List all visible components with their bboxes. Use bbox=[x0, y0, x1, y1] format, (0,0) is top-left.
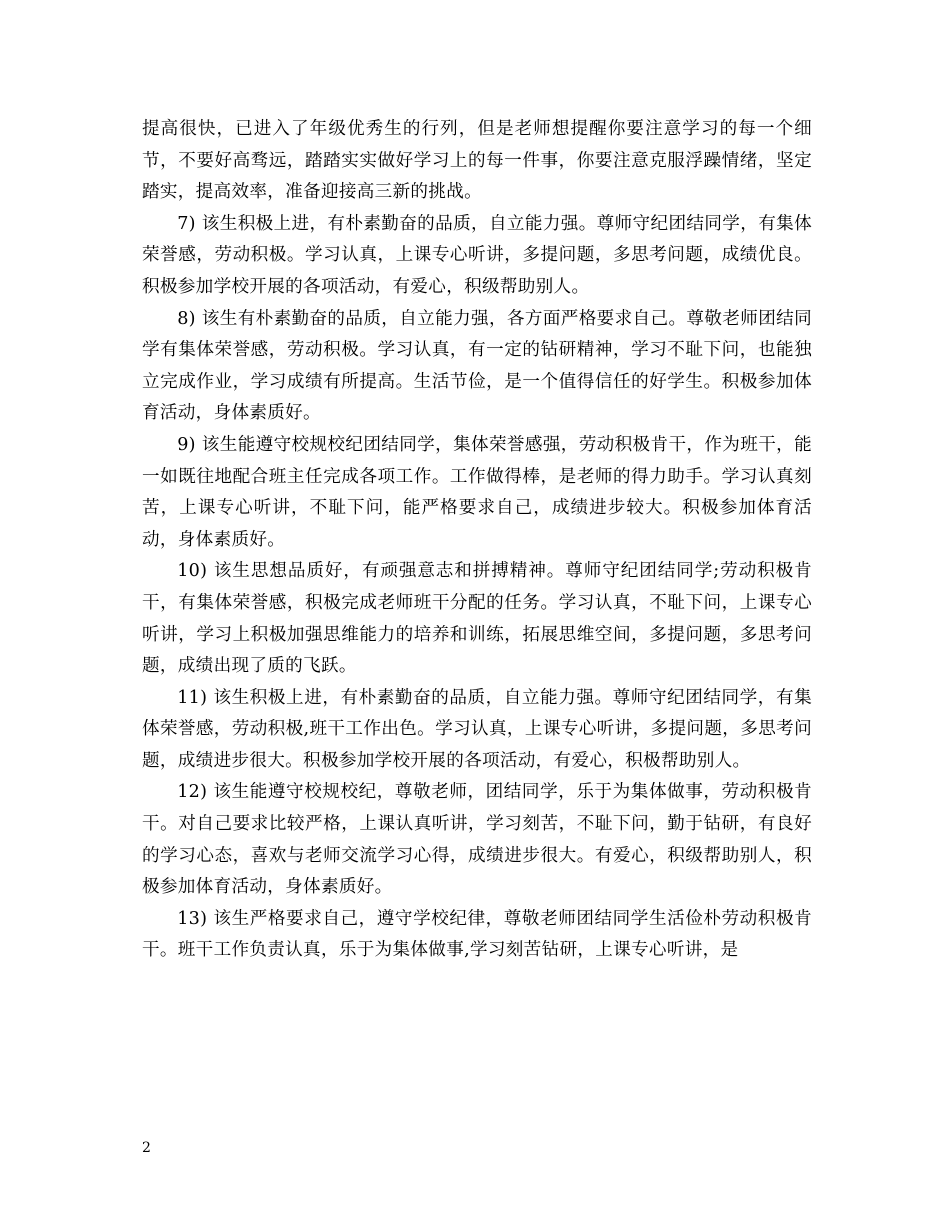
paragraph-continuation: 提高很快，已进入了年级优秀生的行列，但是老师想提醒你要注意学习的每一个细节，不要好高骛远，踏踏实实做好学习上的每一件事，你要注意克服浮躁情绪，坚定踏实，提高效率，准备迎接高三新的挑战。 bbox=[142, 119, 812, 203]
paragraph-12: 12) 该生能遵守校规校纪，尊敬老师，团结同学，乐于为集体做事，劳动积极肯干。对自己要求比较严格，上课认真听讲，学习刻苦，不耻下问，勤于钻研，有良好的学习心态，喜欢与老师交流学习心得，成绩进步很大。有爱心，积级帮助别人，积极参加体育活动，身体素质好。 bbox=[142, 782, 812, 898]
paragraph-11: 11) 该生积极上进，有朴素勤奋的品质，自立能力强。尊师守纪团结同学，有集体荣誉感，劳动积极,班干工作出色。学习认真，上课专心听讲，多提问题，多思考问题，成绩进步很大。积极参加学校开展的各项活动，有爱心，积极帮助别人。 bbox=[142, 687, 812, 771]
paragraph-10: 10) 该生思想品质好，有顽强意志和拼搏精神。尊师守纪团结同学;劳动积极肯干，有集体荣誉感，积极完成老师班干分配的任务。学习认真，不耻下问，上课专心听讲，学习上积极加强思维能力的培养和训练，拓展思维空间，多提问题，多思考问题，成绩出现了质的飞跃。 bbox=[142, 561, 812, 677]
page-number: 2 bbox=[142, 1140, 151, 1156]
document-body bbox=[142, 114, 812, 967]
paragraph-13: 13) 该生严格要求自己，遵守学校纪律，尊敬老师团结同学生活俭朴劳动积极肯干。班干工作负责认真，乐于为集体做事,学习刻苦钻研，上课专心听讲，是 bbox=[142, 908, 812, 961]
paragraph-9: 9) 该生能遵守校规校纪团结同学，集体荣誉感强，劳动积极肯干，作为班干，能一如既往地配合班主任完成各项工作。工作做得棒，是老师的得力助手。学习认真刻苦，上课专心听讲，不耻下问，能严格要求自己，成绩进步较大。积极参加体育活动，身体素质好。 bbox=[142, 434, 812, 550]
paragraph-8: 8) 该生有朴素勤奋的品质，自立能力强，各方面严格要求自己。尊敬老师团结同学有集体荣誉感，劳动积极。学习认真，有一定的钻研精神，学习不耻下问，也能独立完成作业，学习成绩有所提高。生活节俭，是一个值得信任的好学生。积极参加体育活动，身体素质好。 bbox=[142, 308, 812, 424]
paragraph-7: 7) 该生积极上进，有朴素勤奋的品质，自立能力强。尊师守纪团结同学，有集体荣誉感，劳动积极。学习认真，上课专心听讲，多提问题，多思考问题，成绩优良。积极参加学校开展的各项活动，有爱心，积级帮助别人。 bbox=[142, 213, 812, 297]
